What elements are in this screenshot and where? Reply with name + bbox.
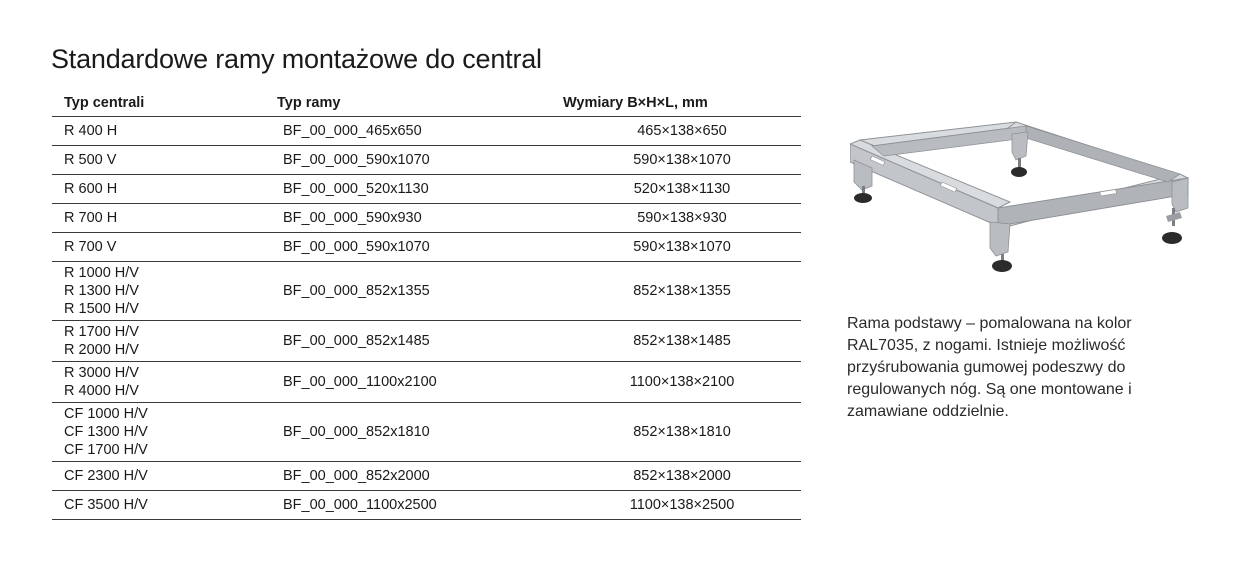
leg-back-right bbox=[1172, 178, 1188, 212]
unit-model: CF 3500 H/V bbox=[64, 497, 148, 513]
table-header-row bbox=[52, 90, 801, 117]
leg-back-left bbox=[1012, 132, 1028, 160]
cell-frame-type: BF_00_000_1100x2100 bbox=[277, 362, 563, 403]
frame-description: Rama podstawy – pomalowana na kolor RAL7035, z nogami. Istnieje możliwość przyśrubowania gumowej podeszwy do regulowanych nóg. Są one montowane i zamawiane oddzielnie. bbox=[847, 315, 1132, 420]
unit-model: CF 1300 H/V bbox=[64, 424, 148, 440]
cell-frame-type: BF_00_000_1100x2500 bbox=[277, 491, 563, 520]
frame-side-right bbox=[998, 178, 1188, 226]
unit-model: R 2000 H/V bbox=[64, 342, 139, 358]
cell-dimensions: 1100×138×2100 bbox=[563, 362, 801, 403]
table-row bbox=[52, 321, 801, 362]
foot-front-left bbox=[854, 193, 872, 203]
cell-unit-type bbox=[52, 403, 277, 462]
cell-unit-type bbox=[52, 146, 277, 175]
cell-unit-type bbox=[52, 262, 277, 321]
cell-frame-type: BF_00_000_590x1070 bbox=[277, 146, 563, 175]
cell-unit-type bbox=[52, 204, 277, 233]
cell-dimensions: 590×138×1070 bbox=[563, 233, 801, 262]
table-row bbox=[52, 117, 801, 146]
cell-frame-type: BF_00_000_590x930 bbox=[277, 204, 563, 233]
unit-model: R 1000 H/V bbox=[64, 265, 139, 281]
header-dimensions: Wymiary B×H×L, mm bbox=[563, 90, 801, 117]
cell-frame-type: BF_00_000_520x1130 bbox=[277, 175, 563, 204]
cell-dimensions: 852×138×1485 bbox=[563, 321, 801, 362]
table-row bbox=[52, 491, 801, 520]
table-row bbox=[52, 362, 801, 403]
header-unit-type: Typ centrali bbox=[52, 90, 277, 117]
cell-dimensions: 465×138×650 bbox=[563, 117, 801, 146]
unit-model: R 1700 H/V bbox=[64, 324, 139, 340]
unit-model: R 4000 H/V bbox=[64, 383, 139, 399]
unit-model: R 400 H bbox=[64, 123, 118, 139]
cell-unit-type bbox=[52, 362, 277, 403]
cell-unit-type bbox=[52, 175, 277, 204]
cell-dimensions: 852×138×2000 bbox=[563, 462, 801, 491]
cell-frame-type: BF_00_000_590x1070 bbox=[277, 233, 563, 262]
cell-frame-type: BF_00_000_465x650 bbox=[277, 117, 563, 146]
unit-model: CF 1700 H/V bbox=[64, 442, 148, 458]
table-row bbox=[52, 262, 801, 321]
unit-model: R 1300 H/V bbox=[64, 283, 139, 299]
table-row bbox=[52, 462, 801, 491]
cell-dimensions: 590×138×930 bbox=[563, 204, 801, 233]
foot-back-right bbox=[1162, 232, 1182, 244]
unit-model: R 600 H bbox=[64, 181, 118, 197]
cell-unit-type bbox=[52, 491, 277, 520]
unit-model: R 500 V bbox=[64, 152, 117, 168]
unit-model: R 700 V bbox=[64, 239, 117, 255]
foot-front-middle bbox=[992, 260, 1012, 272]
foot-back-left bbox=[1011, 167, 1027, 177]
frame-inner-left bbox=[1026, 126, 1180, 182]
cell-frame-type: BF_00_000_852x1355 bbox=[277, 262, 563, 321]
unit-model: CF 2300 H/V bbox=[64, 468, 148, 484]
cell-frame-type: BF_00_000_852x2000 bbox=[277, 462, 563, 491]
rod-back-left bbox=[1018, 158, 1021, 168]
table-row bbox=[52, 403, 801, 462]
table-row bbox=[52, 146, 801, 175]
unit-model: R 700 H bbox=[64, 210, 118, 226]
frame-spec-table bbox=[52, 90, 801, 520]
cell-unit-type bbox=[52, 117, 277, 146]
table-row bbox=[52, 233, 801, 262]
leg-front-middle bbox=[990, 222, 1010, 256]
cell-dimensions: 852×138×1355 bbox=[563, 262, 801, 321]
table-body bbox=[52, 117, 801, 520]
cell-unit-type bbox=[52, 233, 277, 262]
cell-dimensions: 520×138×1130 bbox=[563, 175, 801, 204]
mounting-frame-illustration bbox=[850, 112, 1200, 292]
cell-unit-type bbox=[52, 321, 277, 362]
cell-dimensions: 590×138×1070 bbox=[563, 146, 801, 175]
cell-dimensions: 1100×138×2500 bbox=[563, 491, 801, 520]
cell-unit-type bbox=[52, 462, 277, 491]
table-row bbox=[52, 204, 801, 233]
unit-model: R 1500 H/V bbox=[64, 301, 139, 317]
cell-frame-type: BF_00_000_852x1810 bbox=[277, 403, 563, 462]
cell-dimensions: 852×138×1810 bbox=[563, 403, 801, 462]
unit-model: CF 1000 H/V bbox=[64, 406, 148, 422]
page-title: Standardowe ramy montażowe do central bbox=[51, 44, 542, 74]
table-row bbox=[52, 175, 801, 204]
header-frame-type: Typ ramy bbox=[277, 90, 563, 117]
cell-frame-type: BF_00_000_852x1485 bbox=[277, 321, 563, 362]
unit-model: R 3000 H/V bbox=[64, 365, 139, 381]
